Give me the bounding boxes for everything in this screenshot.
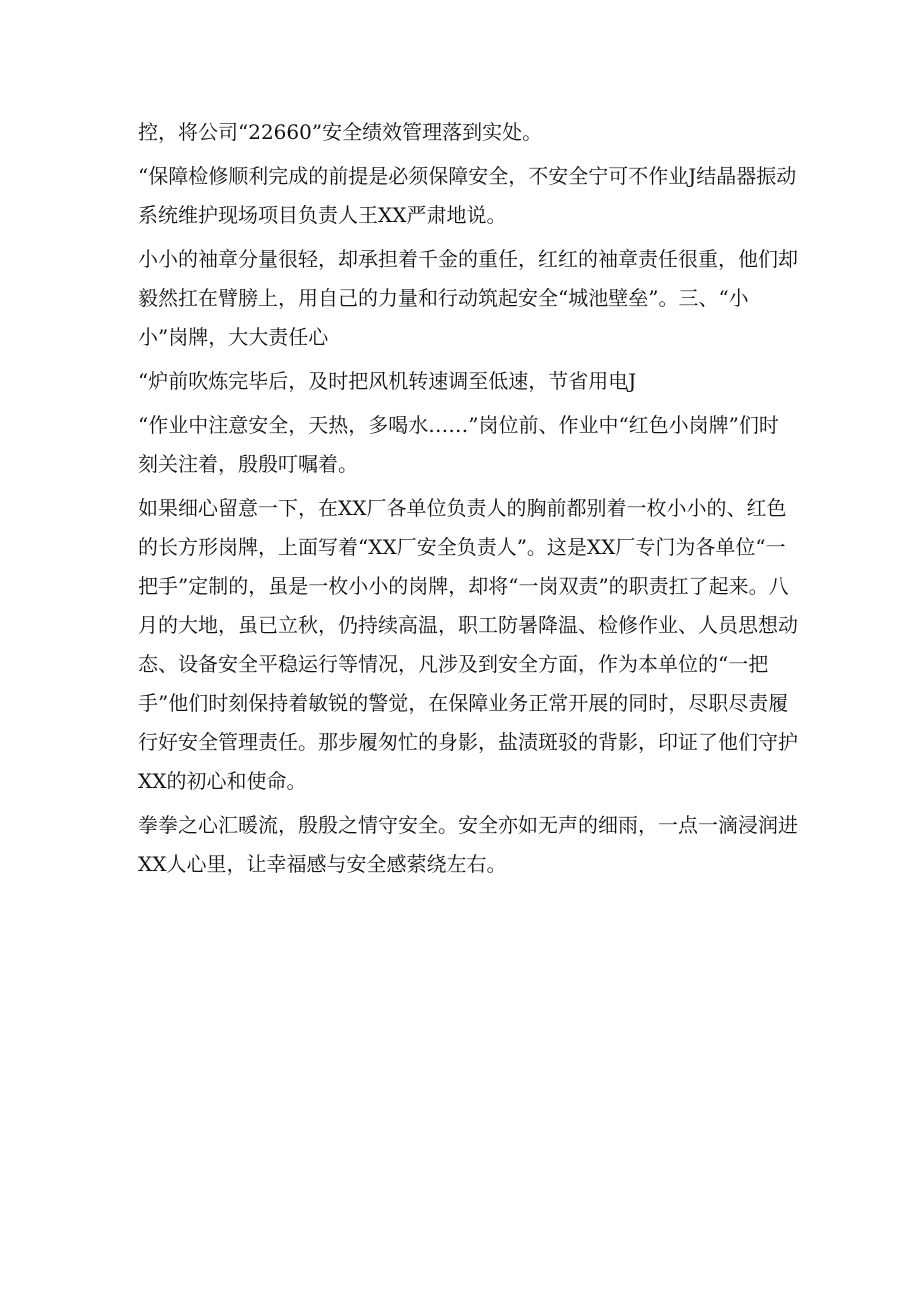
paragraph-7: 拳拳之心汇暖流，殷殷之情守安全。安全亦如无声的细雨，一点一滴浸润进XX人心里，让幸福感与安全感萦绕左右。 — [138, 813, 798, 876]
paragraph-5: “作业中注意安全，天热，多喝水……”岗位前、作业中“红色小岗牌”们时刻关注着，殷殷叮嘱着。 — [138, 413, 779, 476]
paragraph-2: “保障检修顺利完成的前提是必须保障安全，不安全宁可不作业J结晶器振动系统维护现场项目负责人王XX严肃地说。 — [138, 164, 797, 227]
paragraph-4: “炉前吹炼完毕后，及时把风机转速调至低速，节省用电J — [138, 369, 637, 393]
paragraph-3: 小小的袖章分量很轻，却承担着千金的重任，红红的袖章责任很重，他们却毅然扛在臂膀上，用自己的力量和行动筑起安全“城池壁垒”。三、“小小”岗牌，大大责任心 — [138, 247, 798, 349]
document-body — [138, 113, 798, 889]
paragraph-6: 如果细心留意一下，在XX厂各单位负责人的胸前都别着一枚小小的、红色的长方形岗牌，上面写着“XX厂安全负责人”。这是XX厂专门为各单位“一把手”定制的，虽是一枚小小的岗牌，却将“一岗双责”的职责扛了起来。八月的大地，虽已立秋，仍持续高温，职工防暑降温、检修作业、人员思想动态、设备安全平稳运行等情况，凡涉及到安全方面，作为本单位的“一把手”他们时刻保持着敏锐的警觉，在保障业务正常开展的同时，尽职尽责履行好安全管理责任。那步履匆忙的身影，盐渍斑驳的背影，印证了他们守护XX的初心和使命。 — [138, 496, 798, 793]
paragraph-1: 控，将公司“22660”安全绩效管理落到实处。 — [138, 120, 543, 144]
